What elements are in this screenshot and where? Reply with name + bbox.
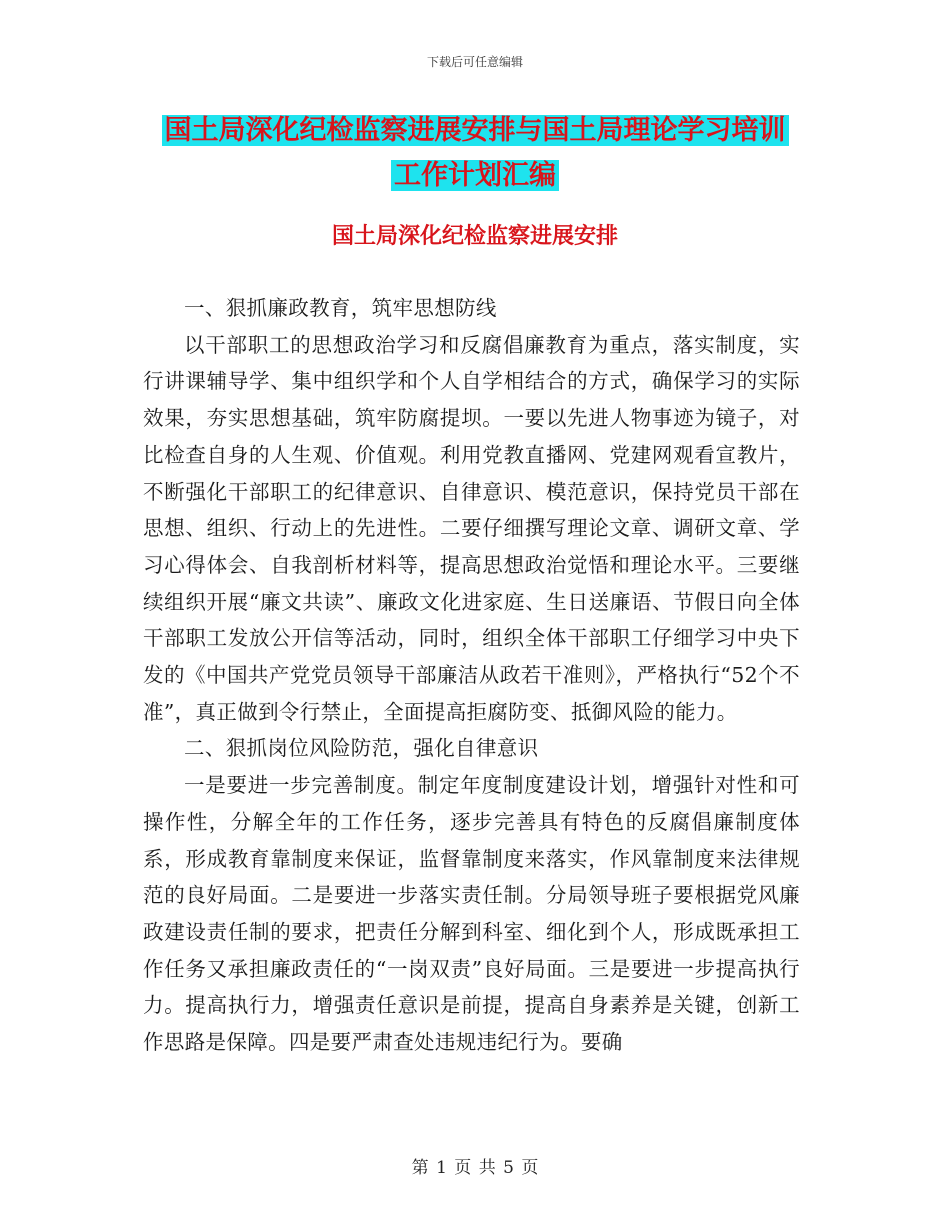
- body-text: [143, 290, 800, 1061]
- paragraph-2: 一是要进一步完善制度。制定年度制度建设计划，增强针对性和可操作性，分解全年的工作任务，逐步完善具有特色的反腐倡廉制度体系，形成教育靠制度来保证，监督靠制度来落实，作风靠制度来法律规范的良好局面。二是要进一步落实责任制。分局领导班子要根据党风廉政建设责任制的要求，把责任分解到科室、细化到个人，形成既承担工作任务又承担廉政责任的“一岗双责”良好局面。三是要进一步提高执行力。提高执行力，增强责任意识是前提，提高自身素养是关键，创新工作思路是保障。四是要严肃查处违规违纪行为。要确: [143, 773, 800, 1055]
- document-title-line-2: 工作计划汇编: [391, 160, 559, 191]
- document-title-line-1: 国土局深化纪检监察进展安排与国土局理论学习培训: [162, 115, 789, 146]
- page-footer: 第 1 页 共 5 页: [411, 1158, 539, 1178]
- paragraph-1: 以干部职工的思想政治学习和反腐倡廉教育为重点，落实制度，实行讲课辅导学、集中组织学和个人自学相结合的方式，确保学习的实际效果，夯实思想基础，筑牢防腐提坝。一要以先进人物事迹为镜子，对比检查自身的人生观、价值观。利用党教直播网、党建网观看宣教片，不断强化干部职工的纪律意识、自律意识、模范意识，保持党员干部在思想、组织、行动上的先进性。二要仔细撰写理论文章、调研文章、学习心得体会、自我剖析材料等，提高思想政治觉悟和理论水平。三要继续组织开展“廉文共读”、廉政文化进家庭、生日送廉语、节假日向全体干部职工发放公开信等活动，同时，组织全体干部职工仔细学习中央下发的《中国共产党党员领导干部廉洁从政若干准则》，严格执行“52个不准”，真正做到令行禁止，全面提高拒腐防变、抵御风险的能力。: [143, 332, 800, 724]
- paragraph-heading-1: 一、狠抓廉政教育，筑牢思想防线: [184, 296, 497, 320]
- section-title: 国土局深化纪检监察进展安排: [331, 224, 618, 249]
- paragraph-heading-2: 二、狠抓岗位风险防范，强化自律意识: [184, 736, 539, 761]
- header-note: 下载后可任意编辑: [426, 55, 523, 69]
- document-title: [140, 108, 810, 198]
